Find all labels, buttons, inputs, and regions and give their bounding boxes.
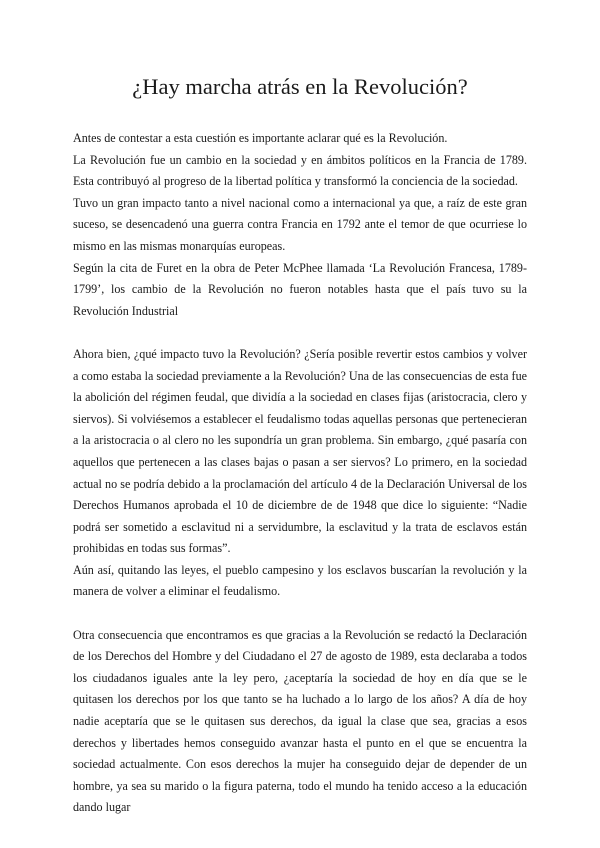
- paragraph-peasants: Aún así, quitando las leyes, el pueblo campesino y los esclavos buscarían la revolución y la manera de volver a eliminar el feudalismo.: [73, 562, 527, 599]
- paragraph-furet-quote: Según la cita de Furet en la obra de Peter McPhee llamada ‘La Revolución Francesa, 1789-1799’, los cambio de la Revolución no fueron notables hasta que el país tuvo su la Revolución Industrial: [73, 260, 527, 318]
- paragraph-impact: Tuvo un gran impacto tanto a nivel nacional como a internacional ya que, a raíz de este gran suceso, se desencadenó una guerra contra Francia en 1792 ante el temor de que ocurriese lo mismo en las mismas monarquías europeas.: [73, 195, 527, 253]
- paragraph-intro: Antes de contestar a esta cuestión es importante aclarar qué es la Revolución.: [73, 131, 448, 145]
- paragraph-declaration: Otra consecuencia que encontramos es que gracias a la Revolución se redactó la Declaración de los Derechos del Hombre y del Ciudadano el 27 de agosto de 1989, esta declaraba a todos los ciudadanos iguales ante la ley pero, ¿aceptaría la sociedad de hoy en día que se le quitasen los derechos por los que tanto se ha luchado a lo largo de los años? A día de hoy nadie aceptaría que se le quitasen sus derechos, da igual la clase que sea, gracias a esos derechos y libertades hemos conseguido avanzar hasta el punto en el que se encuentra la sociedad actualmente. Con esos derechos la mujer ha conseguido dejar de depender de un hombre, ya sea su marido o la figura paterna, todo el mundo ha tenido acceso a la educación dando lugar: [73, 627, 527, 815]
- document-body: [73, 128, 527, 819]
- paragraph-gap: [73, 322, 527, 344]
- paragraph-feudalism: Ahora bien, ¿qué impacto tuvo la Revolución? ¿Sería posible revertir estos cambios y volver a como estaba la sociedad previamente a la Revolución? Una de las consecuencias de esta fue la abolición del régimen feudal, que dividía a la sociedad en clases fijas (aristocracia, clero y siervos). Si volviésemos a establecer el feudalismo todas aquellas personas que pertenecieran a la aristocracia o al clero no les supondría un gran problema. Sin embargo, ¿qué pasaría con aquellos que pertenecen a las clases bajas o pasan a ser siervos? Lo primero, en la sociedad actual no se podría debido a la proclamación del artículo 4 de la Declaración Universal de los Derechos Humanos aprobada el 10 de diciembre de de 1948 que dice lo siguiente: “Nadie podrá ser sometido a esclavitud ni a servidumbre, la esclavitud y la trata de esclavos están prohibidas en todas sus formas”.: [73, 346, 527, 556]
- document-title: ¿Hay marcha atrás en la Revolución?: [132, 74, 468, 99]
- paragraph-gap: [73, 603, 527, 625]
- paragraph-definition: La Revolución fue un cambio en la sociedad y en ámbitos políticos en la Francia de 1789. Esta contribuyó al progreso de la libertad política y transformó la conciencia de la sociedad.: [73, 152, 527, 189]
